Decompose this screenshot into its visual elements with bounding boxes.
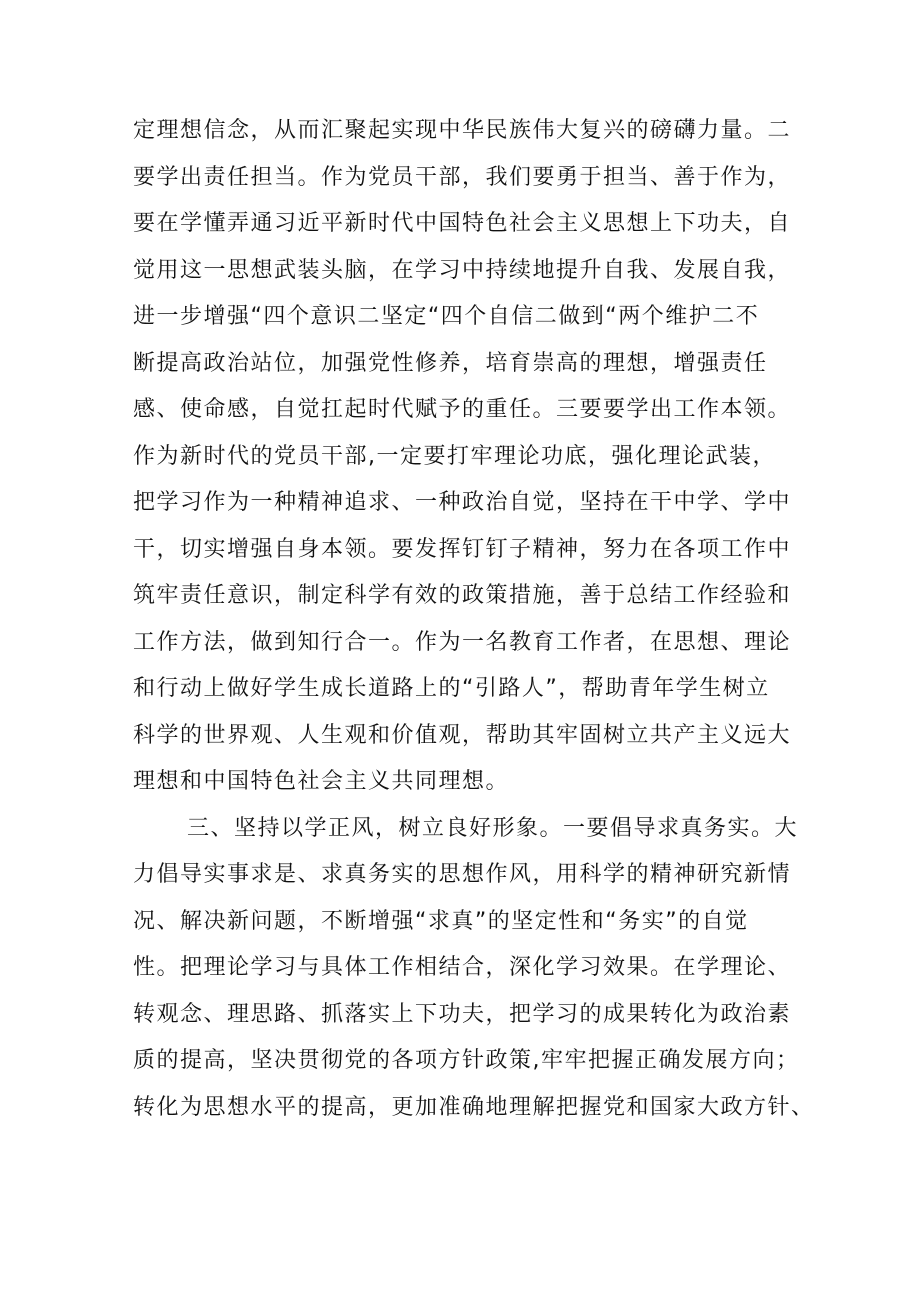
section-heading-line: 三、坚持以学正风，树立良好形象。一要倡导求真务实。大 — [187, 815, 799, 841]
text-line: 要在学懂弄通习近平新时代中国特色社会主义思想上下功夫，自 — [133, 211, 792, 236]
text-line: 工作方法，做到知行合一。作为一名教育工作者，在思想、理论 — [133, 629, 792, 655]
text-line: 力倡导实事求是、求真务实的思想作风，用科学的精神研究新情 — [133, 862, 792, 887]
text-line: 干，切实增强自身本领。要发挥钉钉子精神，努力在各项工作中 — [133, 536, 792, 562]
text-line: 科学的世界观、人生观和价值观，帮助其牢固树立共产主义远大 — [133, 722, 792, 748]
text-line: 要学出责任担当。作为党员干部，我们要勇于担当、善于作为， — [133, 164, 792, 190]
text-line: 况、解决新问题，不断增强“求真”的坚定性和“务实”的自觉 — [133, 908, 749, 934]
text-line: 作为新时代的党员干部,一定要打牢理论功底，强化理论武装， — [133, 443, 776, 469]
text-line: 筑牢责任意识，制定科学有效的政策措施，善于总结工作经验和 — [133, 583, 792, 608]
document-body — [133, 108, 833, 1131]
text-line: 转观念、理思路、抓落实上下功夫，把学习的成果转化为政治素 — [133, 1001, 792, 1027]
text-line: 性。把理论学习与具体工作相结合，深化学习效果。在学理论、 — [133, 955, 792, 980]
text-line: 感、使命感，自觉扛起时代赋予的重任。三要要学出工作本领。 — [133, 397, 792, 422]
text-line: 进一步增强“四个意识二坚定“四个自信二做到“两个维护二不 — [133, 304, 760, 329]
text-line: 觉用这一思想武装头脑，在学习中持续地提升自我、发展自我， — [133, 257, 792, 283]
text-line: 定理想信念，从而汇聚起实现中华民族伟大复兴的磅礴力量。二 — [133, 118, 792, 143]
text-line: 和行动上做好学生成长道路上的“引路人”，帮助青年学生树立 — [133, 676, 770, 701]
text-line: 质的提高，坚决贯彻党的各项方针政策,牢牢把握正确发展方向； — [133, 1048, 800, 1073]
text-line: 把学习作为一种精神追求、一种政治自觉，坚持在干中学、学中 — [133, 490, 792, 515]
text-line: 断提高政治站位，加强党性修养，培育崇高的理想，增强责任 — [133, 350, 768, 376]
text-line: 转化为思想水平的提高，更加准确地理解把握党和国家大政方针、 — [133, 1094, 815, 1120]
text-line: 理想和中国特色社会主义共同理想。 — [133, 769, 510, 794]
